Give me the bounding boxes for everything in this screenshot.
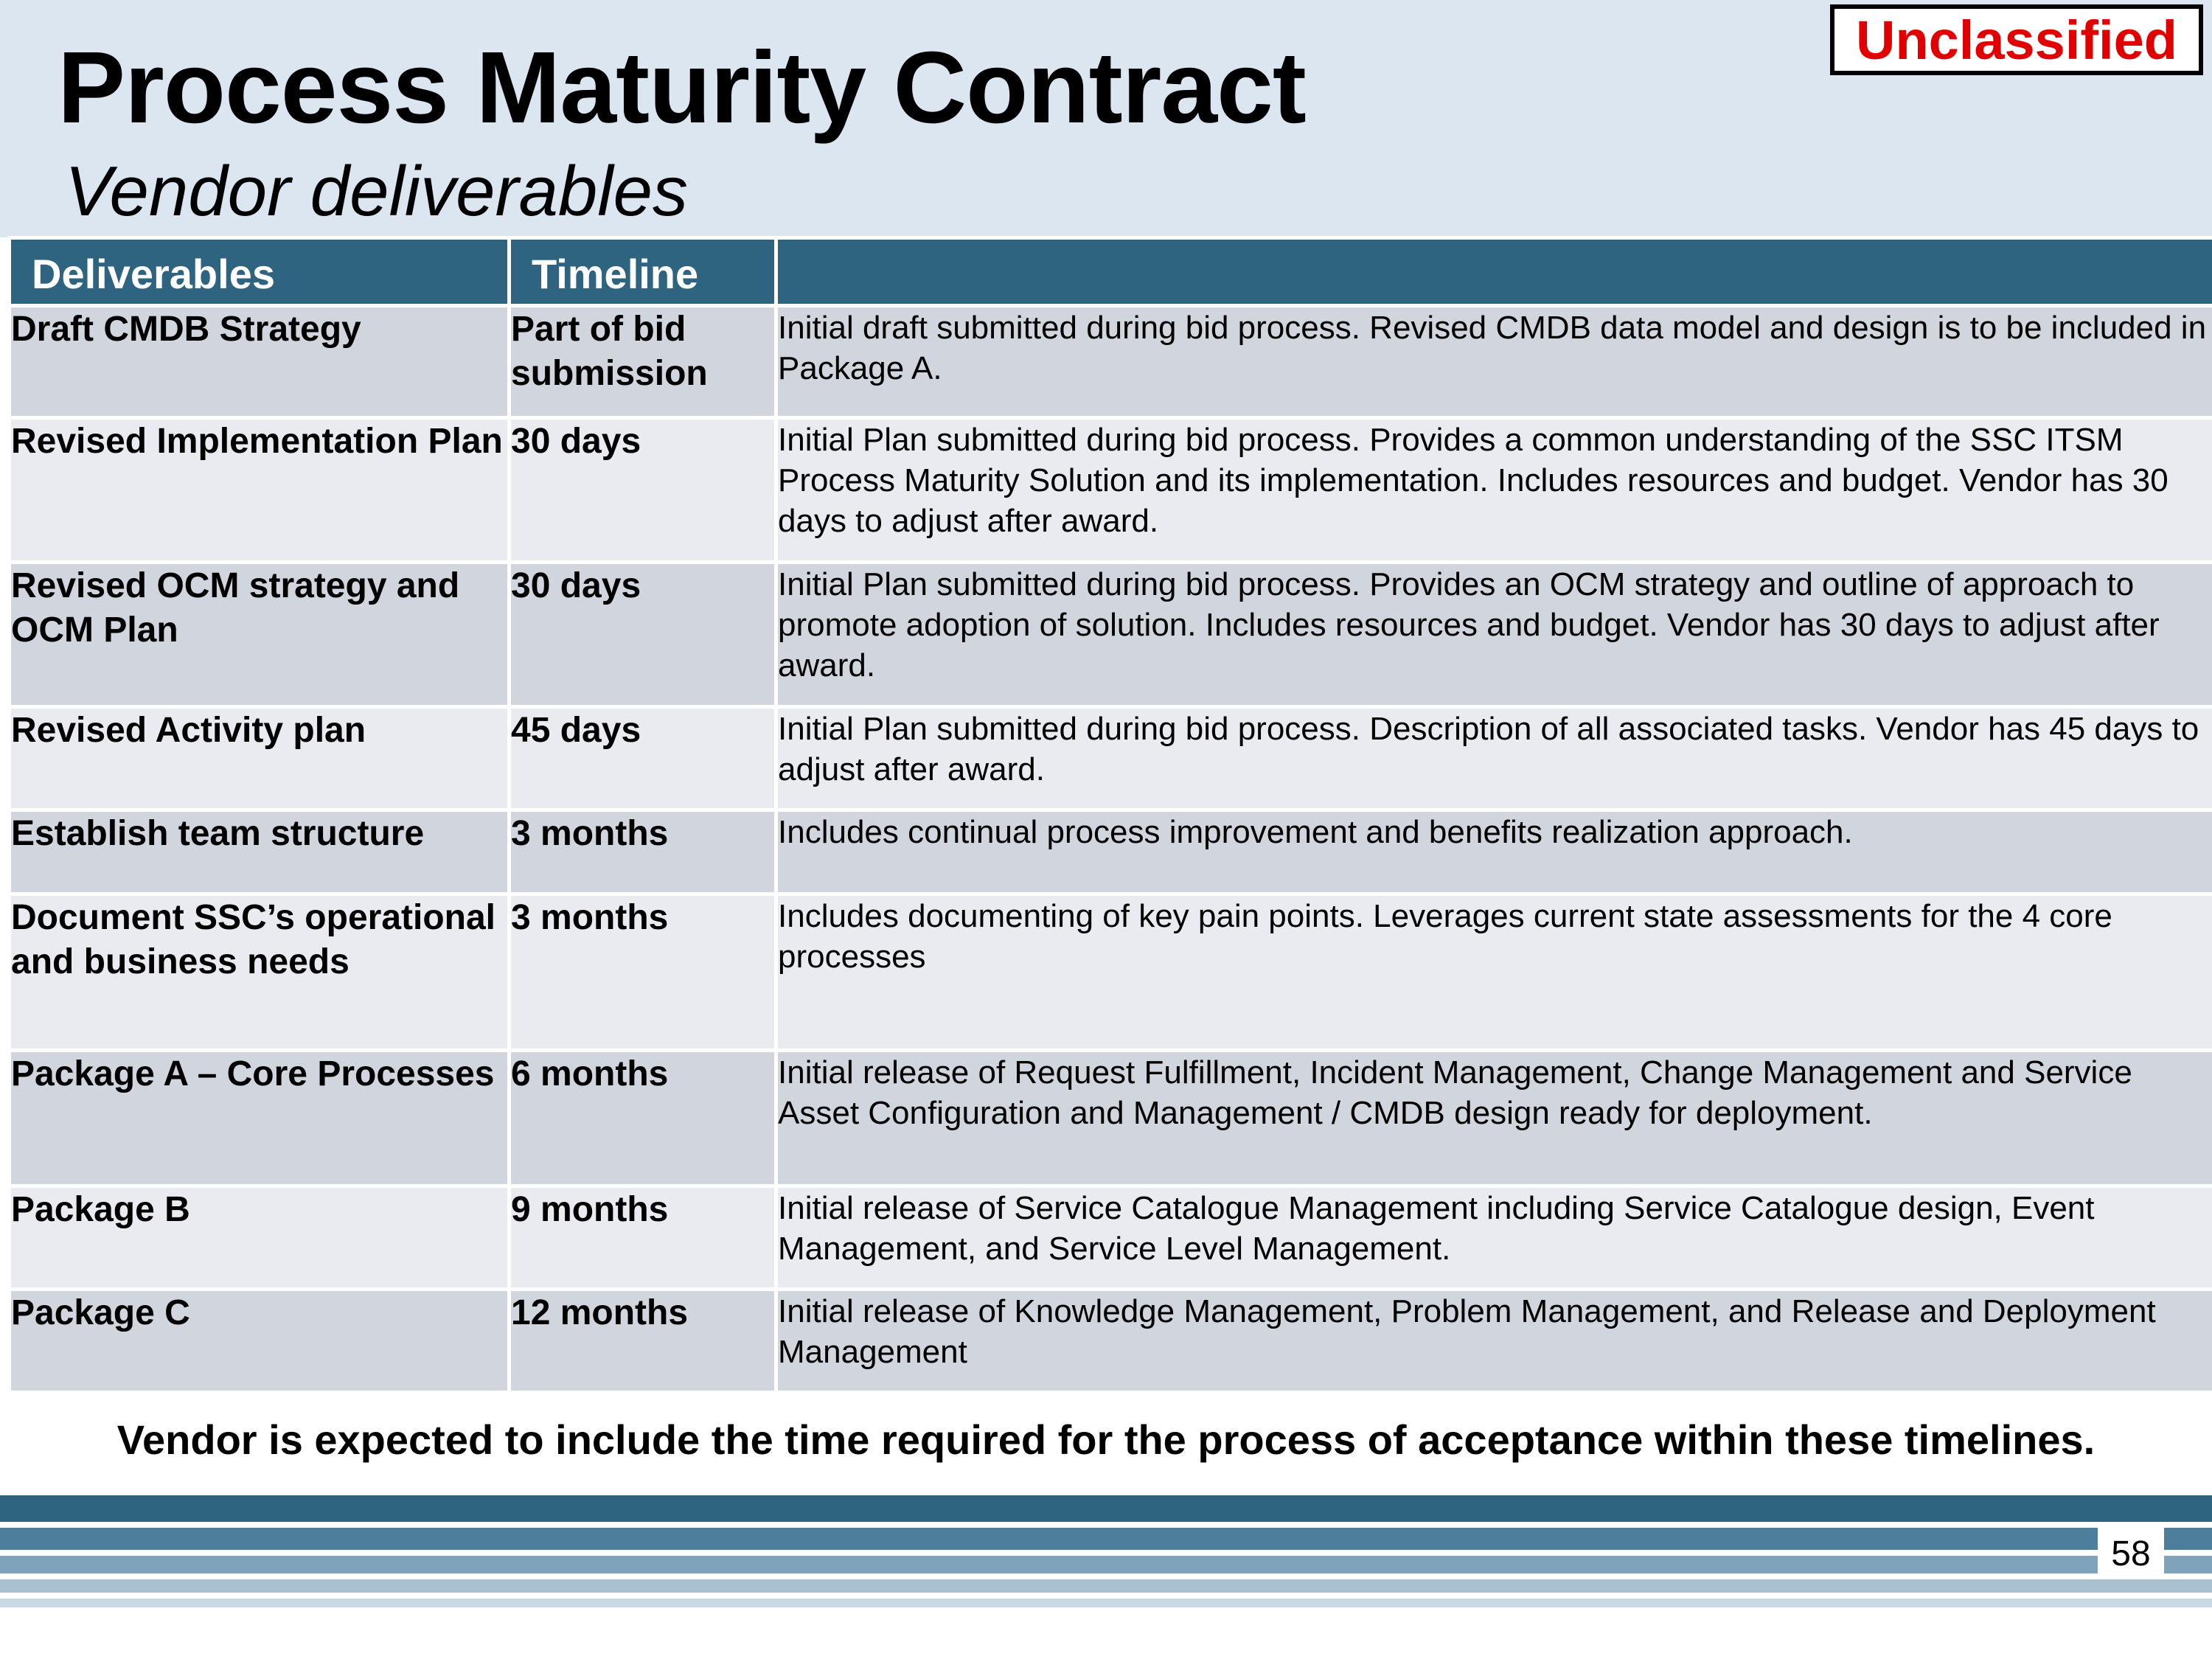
description-cell: Includes continual process improvement and benefits realization approach. xyxy=(776,810,2212,894)
timeline-cell: 30 days xyxy=(509,418,776,563)
timeline-cell: 45 days xyxy=(509,707,776,810)
deliverables-table-container xyxy=(7,236,2212,1394)
deliverable-cell: Package B xyxy=(10,1186,509,1290)
timeline-cell: 3 months xyxy=(509,894,776,1051)
deliverable-cell: Revised Implementation Plan xyxy=(10,418,509,563)
page-number: 58 xyxy=(2098,1528,2164,1579)
page-title: Process Maturity Contract xyxy=(58,31,1306,145)
description-cell: Initial release of Knowledge Management, Problem Management, and Release and Deployment Management xyxy=(776,1290,2212,1393)
table-row xyxy=(10,894,2212,1051)
description-cell: Includes documenting of key pain points. Leverages current state assessments for the 4 core processes xyxy=(776,894,2212,1051)
description-cell: Initial draft submitted during bid process. Revised CMDB data model and design is to be included in Package A. xyxy=(776,306,2212,418)
timeline-cell: 30 days xyxy=(509,563,776,707)
description-cell: Initial Plan submitted during bid process. Provides a common understanding of the SSC ITSM Process Maturity Solution and its implementation. Includes resources and budget. Vendor has 30 days to adjust after award. xyxy=(776,418,2212,563)
deliverable-cell: Revised OCM strategy and OCM Plan xyxy=(10,563,509,707)
timeline-cell: Part of bid submission xyxy=(509,306,776,418)
table-row xyxy=(10,1290,2212,1393)
footer-stripe xyxy=(0,1556,2212,1573)
table-row xyxy=(10,707,2212,810)
timeline-cell: 3 months xyxy=(509,810,776,894)
table-row xyxy=(10,810,2212,894)
page-subtitle: Vendor deliverables xyxy=(65,152,688,231)
table-row xyxy=(10,418,2212,563)
deliverable-cell: Package A – Core Processes xyxy=(10,1051,509,1186)
deliverable-cell: Draft CMDB Strategy xyxy=(10,306,509,418)
deliverable-cell: Establish team structure xyxy=(10,810,509,894)
table-row xyxy=(10,1186,2212,1290)
deliverables-table xyxy=(7,236,2212,1394)
description-cell: Initial release of Service Catalogue Management including Service Catalogue design, Event Management, and Service Level Management. xyxy=(776,1186,2212,1290)
footer-stripe xyxy=(0,1579,2212,1593)
deliverable-cell: Document SSC’s operational and business needs xyxy=(10,894,509,1051)
deliverable-cell: Package C xyxy=(10,1290,509,1393)
table-row xyxy=(10,306,2212,418)
footnote: Vendor is expected to include the time required for the process of acceptance within these timelines. xyxy=(116,1416,2096,1463)
column-header-deliverables: Deliverables xyxy=(10,238,509,306)
classification-badge: Unclassified xyxy=(1830,4,2203,75)
table-header-row xyxy=(10,238,2212,306)
table-row xyxy=(10,563,2212,707)
footer-stripe xyxy=(0,1495,2212,1522)
timeline-cell: 9 months xyxy=(509,1186,776,1290)
column-header-timeline: Timeline xyxy=(509,238,776,306)
table-row xyxy=(10,1051,2212,1186)
footer-stripe xyxy=(0,1599,2212,1607)
timeline-cell: 12 months xyxy=(509,1290,776,1393)
deliverable-cell: Revised Activity plan xyxy=(10,707,509,810)
footer-stripe xyxy=(0,1528,2212,1550)
column-header-description xyxy=(776,238,2212,306)
description-cell: Initial release of Request Fulfillment, Incident Management, Change Management and Service Asset Configuration and Management / CMDB design ready for deployment. xyxy=(776,1051,2212,1186)
timeline-cell: 6 months xyxy=(509,1051,776,1186)
description-cell: Initial Plan submitted during bid process. Provides an OCM strategy and outline of approach to promote adoption of solution. Includes resources and budget. Vendor has 30 days to adjust after award. xyxy=(776,563,2212,707)
description-cell: Initial Plan submitted during bid process. Description of all associated tasks. Vendor has 45 days to adjust after award. xyxy=(776,707,2212,810)
